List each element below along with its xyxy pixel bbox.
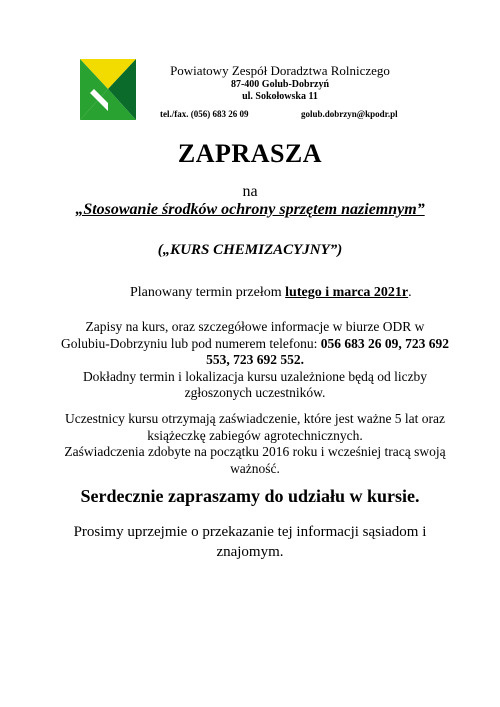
page-title: ZAPRASZA [177, 139, 323, 168]
registration-info [60, 319, 450, 402]
na-label: na [242, 183, 258, 200]
term-suffix: . [408, 285, 412, 300]
organization-name: Powiatowy Zespół Doradztwa Rolniczego [170, 63, 390, 78]
address-line-2: ul. Sokołowska 11 [242, 91, 318, 102]
certificate-line-2: Zaświadczenia zdobyte na początku 2016 roku i wcześniej tracą swoją ważność. [64, 444, 446, 476]
odr-logo [80, 59, 136, 120]
term-prefix: Planowany termin przełom [130, 285, 286, 300]
registration-phones: 056 683 26 09, 723 692 553, 723 692 552. [206, 335, 450, 367]
invitation-heading: Serdecznie zapraszamy do udziału w kursie. [80, 486, 420, 506]
closing-request: Prosimy uprzejmie o przekazanie tej informacji sąsiadom i znajomym. [73, 524, 427, 560]
odr-logo-icon [80, 59, 136, 120]
registration-note: Dokładny termin i lokalizacja kursu uzależnione będą od liczby zgłoszonych uczestników. [82, 368, 428, 400]
email-address: golub.dobrzyn@kpodr.pl [301, 109, 398, 119]
address-line-1: 87-400 Golub-Dobrzyń [230, 79, 330, 90]
registration-text: Zapisy na kurs, oraz szczegółowe informacje w biurze ODR w Golubiu-Dobrzyniu lub pod numerem telefonu: [60, 319, 425, 351]
certificate-line-1: Uczestnicy kursu otrzymają zaświadczenie, które jest ważne 5 lat oraz książeczkę zabiegów agrotechnicznych. [64, 411, 446, 443]
planned-term [130, 285, 412, 301]
course-name: „Stosowanie środków ochrony sprzętem naziemnym” [75, 201, 425, 218]
organization-header [140, 63, 420, 103]
certificate-info [60, 411, 450, 477]
course-subtitle: („KURS CHEMIZACYJNY”) [157, 242, 343, 258]
term-dates: lutego i marca 2021r [285, 285, 409, 300]
phone-fax: tel./fax. (056) 683 26 09 [160, 109, 249, 119]
